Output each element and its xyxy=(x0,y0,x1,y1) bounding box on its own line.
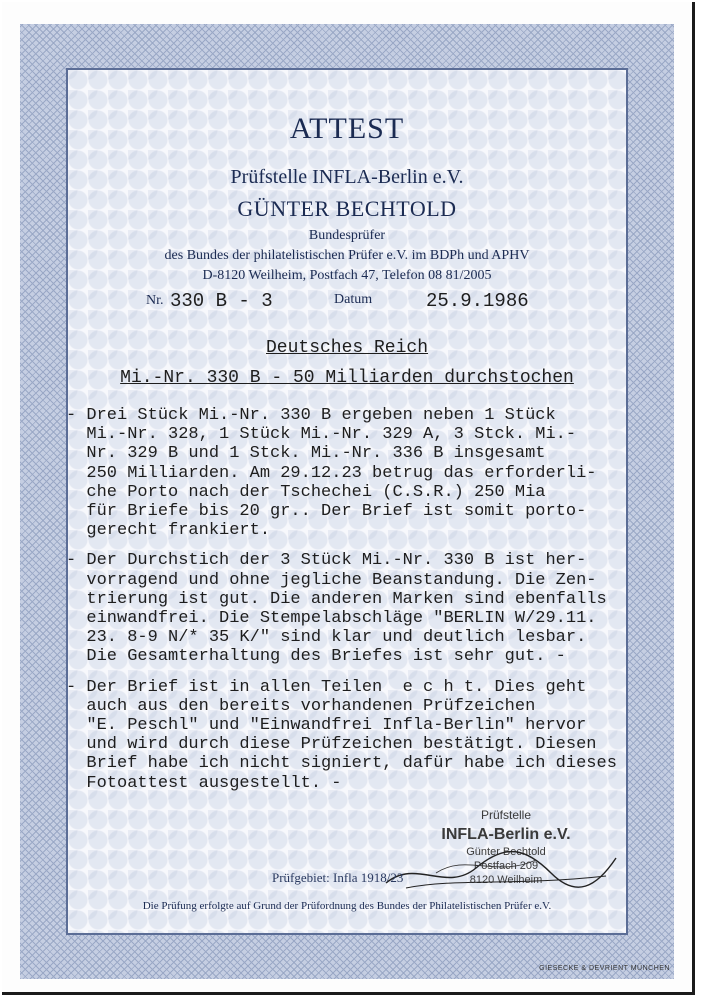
text-line: auch aus den bereits vorhandenen Prüfzeichen xyxy=(66,696,536,716)
text-line: einwandfrei. Die Stempelabschläge "BERLIN W/29.11. xyxy=(66,609,597,629)
certificate-text xyxy=(66,406,626,804)
stamp-line: Günter Bechtold xyxy=(466,846,546,858)
text-line: Brief habe ich nicht signiert, dafür habe ich dieses xyxy=(66,754,617,774)
text-line: che Porto nach der Tschechei (C.S.R.) 250 Mia xyxy=(66,482,546,502)
stamp-line: Postfach 209 xyxy=(473,860,539,872)
text-line: trierung ist gut. Die anderen Marken sind ebenfalls xyxy=(66,589,607,609)
stamp-line: INFLA-Berlin e.V. xyxy=(441,826,571,843)
subject-subheading xyxy=(66,368,628,388)
stamp-line: Prüfstelle xyxy=(480,808,532,822)
text-line: 250 Milliarden. Am 29.12.23 betrug das erforderli- xyxy=(66,463,597,483)
handwritten-signature xyxy=(376,838,626,898)
datum-value: 25.9.1986 xyxy=(426,290,529,312)
paragraph-franking xyxy=(66,406,626,540)
nr-label: Nr. xyxy=(146,293,164,308)
issuer-name: Prüfstelle INFLA-Berlin e.V. xyxy=(230,166,464,188)
subject-subheading-text: Mi.-Nr. 330 B - 50 Milliarden durchstochen xyxy=(120,368,574,388)
text-line: Die Gesamterhaltung des Briefes ist sehr gut. - xyxy=(66,647,566,667)
examiner-role: Bundesprüfer xyxy=(308,228,386,243)
subject-heading xyxy=(66,338,628,358)
text-line: Fotoattest ausgestellt. - xyxy=(66,773,342,793)
datum-label: Datum xyxy=(334,292,373,307)
pruefgebiet-line: Prüfgebiet: Infla 1918/23 xyxy=(272,870,404,885)
nr-value: 330 B - 3 xyxy=(170,290,273,312)
paragraph-authenticity xyxy=(66,678,626,793)
text-line: - Der Brief ist in allen Teilen e c h t. Dies geht xyxy=(66,677,587,697)
certificate-content xyxy=(66,68,628,936)
association-line: des Bundes der philatelistischen Prüfer e.V. im BDPh und APHV xyxy=(164,248,530,263)
text-line: "E. Peschl" und "Einwandfrei Infla-Berlin" hervor xyxy=(66,716,587,736)
text-line: gerecht frankiert. xyxy=(66,521,271,541)
text-line: vorragend und ohne jegliche Beanstandung. Die Zen- xyxy=(66,570,597,590)
text-line: für Briefe bis 20 gr.. Der Brief ist somit porto- xyxy=(66,502,587,522)
text-line: Mi.-Nr. 328, 1 Stück Mi.-Nr. 329 A, 3 Stck. Mi.- xyxy=(66,425,577,445)
text-line: 23. 8-9 N/* 35 K/" sind klar und deutlich lesbar. xyxy=(66,628,587,648)
certificate-page xyxy=(2,2,695,995)
text-line: Nr. 329 B und 1 Stck. Mi.-Nr. 336 B insgesamt xyxy=(66,444,546,464)
paragraph-condition xyxy=(66,551,626,666)
certificate-title: ATTEST xyxy=(289,112,405,145)
printer-imprint: GIESECKE & DEVRIENT MÜNCHEN xyxy=(539,965,670,972)
examiner-name: GÜNTER BECHTOLD xyxy=(237,196,457,221)
address-line: D-8120 Weilheim, Postfach 47, Telefon 08 81/2005 xyxy=(202,268,492,283)
text-line: - Drei Stück Mi.-Nr. 330 B ergeben neben 1 Stück xyxy=(66,406,556,425)
stamp-line: 8120 Weilheim xyxy=(469,874,543,886)
text-line: und wird durch diese Prüfzeichen bestätigt. Diesen xyxy=(66,735,597,755)
text-line: - Der Durchstich der 3 Stück Mi.-Nr. 330 B ist her- xyxy=(66,551,587,571)
footer-regulation: Die Prüfung erfolgte auf Grund der Prüfordnung des Bundes der Philatelistischen Prüfer e.V. xyxy=(142,900,552,912)
subject-heading-text: Deutsches Reich xyxy=(265,338,429,358)
